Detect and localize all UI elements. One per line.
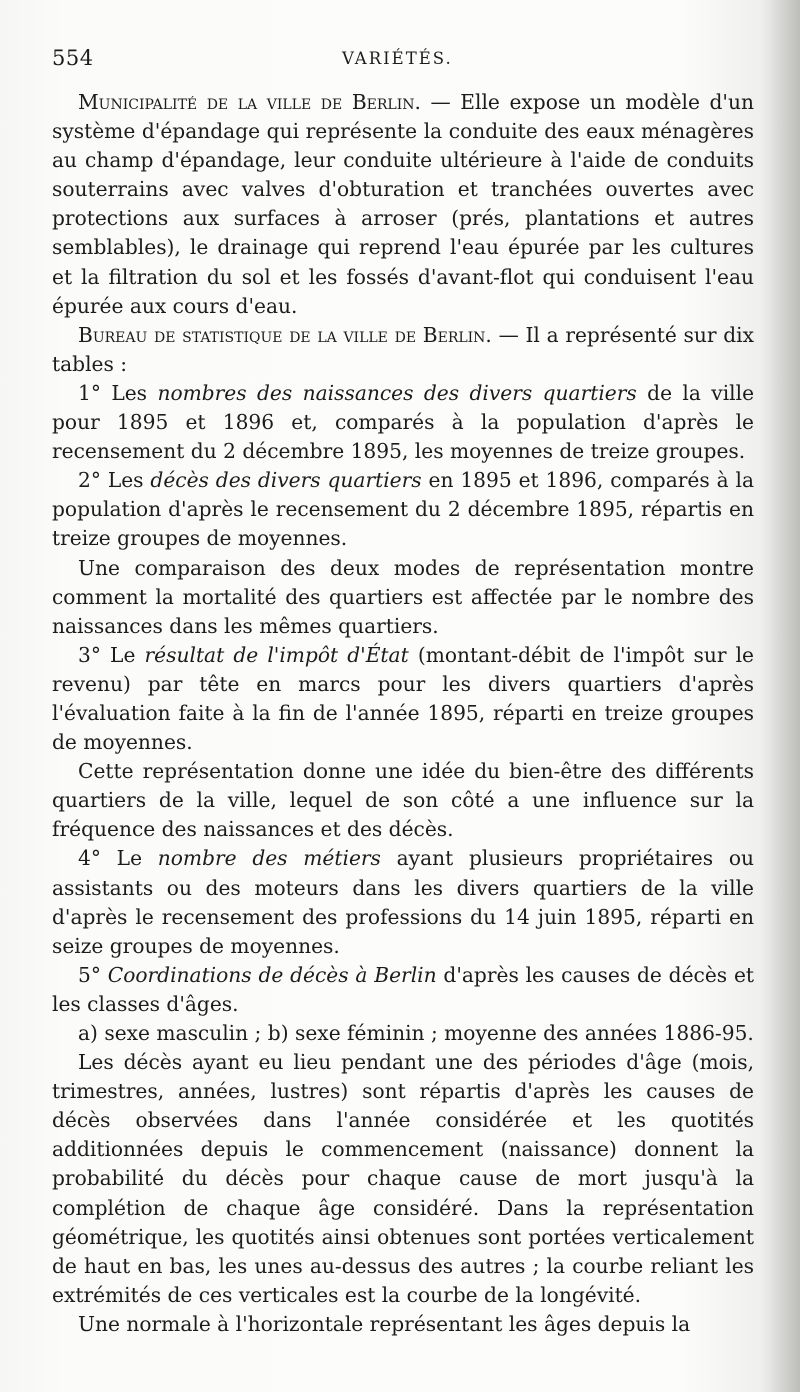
paragraph-comparison <box>52 554 754 641</box>
paragraph-text: d'après les causes de décès et les classes d'âges. <box>52 962 755 1016</box>
paragraph-item-5 <box>52 961 754 1019</box>
paragraph-text: a) sexe masculin ; b) sexe féminin ; moyenne des années 1886-95. <box>78 1021 754 1045</box>
running-title: VARIÉTÉS. <box>342 49 453 68</box>
page-header <box>52 46 752 76</box>
item-prefix: 2° Les <box>78 468 151 493</box>
paragraph-item-4 <box>52 844 754 960</box>
paragraph-text: (montant-débit de l'impôt sur le revenu) par tête en marcs pour les divers quartiers d'après l'évaluation faite à la fin de l'année 1895, réparti en treize groupes de moyennes. <box>52 642 754 755</box>
paragraph-item-2 <box>52 466 754 553</box>
item-prefix: 5° <box>78 962 108 987</box>
item-italic-title: nombre des métiers <box>157 846 381 871</box>
paragraph-normale <box>52 1310 754 1339</box>
item-prefix: 1° Les <box>78 380 158 405</box>
item-italic-title: Coordinations de décès à Berlin <box>107 962 437 987</box>
paragraph-sexes <box>52 1019 754 1048</box>
paragraph-bureau <box>52 321 754 379</box>
item-prefix: 3° Le <box>78 642 145 667</box>
paragraph-text: — Il a représenté sur dix tables : <box>52 322 754 376</box>
paragraph-item-3 <box>52 641 754 757</box>
paragraph-lead: Municipalité de la ville de Berlin. <box>78 90 421 114</box>
item-prefix: 4° Le <box>78 846 158 871</box>
paragraph-text: — Elle expose un modèle d'un système d'épandage qui représente la conduite des eaux ménagères au champ d'épandage, leur conduite ultérieure à l'aide de conduits souterrains avec valves d'obturation et tranchées ouvertes avec protections aux surfaces à arroser (prés, plantations et autres semblables), le drainage qui reprend l'eau épurée par les cultures et la filtration du sol et les fossés d'avant-flot qui conduisent l'eau épurée aux cours d'eau. <box>52 90 754 318</box>
paragraph-text: Une normale à l'horizontale représentant les âges depuis la <box>78 1311 691 1336</box>
paragraph-text: ayant plusieurs propriétaires ou assistants ou des moteurs dans les divers quartiers de la ville d'après le recensement des professions du 14 juin 1895, réparti en seize groupes de moyennes. <box>52 846 755 958</box>
paragraph-text: Cette représentation donne une idée du bien-être des différents quartiers de la ville, lequel de son côté a une influence sur la fréquence des naissances et des décès. <box>52 759 754 842</box>
paragraph-deces <box>52 1048 754 1310</box>
body-text <box>52 88 754 1339</box>
paragraph-bien-etre <box>52 757 754 844</box>
paragraph-item-1 <box>52 379 754 466</box>
paragraph-text: en 1895 et 1896, comparés à la population d'après le recensement du 2 décembre 1895, répartis en treize groupes de moyennes. <box>52 468 754 551</box>
item-italic-title: décès des divers quartiers <box>150 468 422 493</box>
paragraph-text: Une comparaison des deux modes de représentation montre comment la mortalité des quartiers est affectée par le nombre des naissances dans les mêmes quartiers. <box>52 555 754 638</box>
paragraph-municipalite <box>52 88 754 321</box>
paragraph-text: Les décès ayant eu lieu pendant une des périodes d'âge (mois, trimestres, années, lustres) sont répartis d'après les causes de décès observées dans l'année considérée et les quotités additionnées depuis le commencement (naissance) donnent la probabilité du décès pour chaque cause de mort jusqu'à la complétion de chaque âge considéré. Dans la représentation géométrique, les quotités ainsi obtenues sont portées verticalement de haut en bas, les unes au-dessus des autres ; la courbe reliant les extrémités de ces verticales est la courbe de la longévité. <box>52 1050 754 1307</box>
item-italic-title: résultat de l'impôt d'État <box>144 642 409 667</box>
page-edge-shadow <box>760 0 800 1392</box>
item-italic-title: nombres des naissances des divers quartiers <box>157 380 637 405</box>
paragraph-lead: Bureau de statistique de la ville de Berlin. <box>78 322 492 347</box>
page-number: 554 <box>52 46 94 70</box>
paragraph-text: de la ville pour 1895 et 1896 et, comparés à la population d'après le recensement du 2 décembre 1895, les moyennes de treize groupes. <box>52 380 755 464</box>
